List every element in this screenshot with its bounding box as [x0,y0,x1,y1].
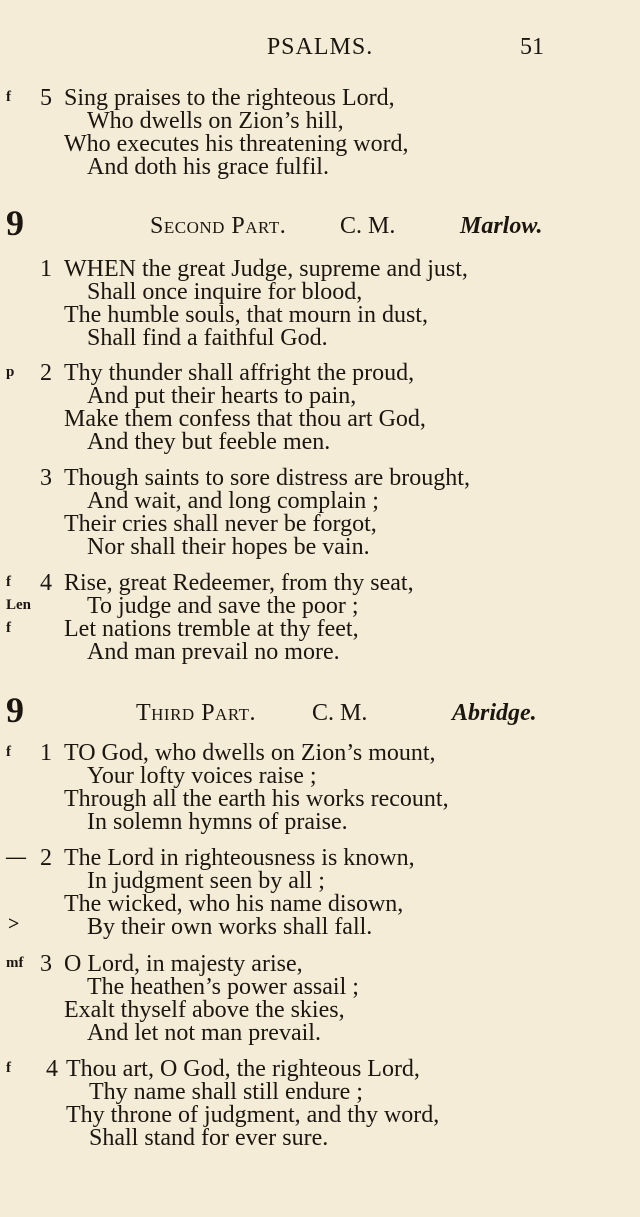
verse-number: 5 [40,85,52,111]
part-title: Second Part. [150,213,287,239]
verse-line: Sing praises to the righteous Lord, [64,85,395,111]
verse-line: Thy throne of judgment, and thy word, [66,1102,440,1128]
verse-line: Thy name shall still endure ; [89,1079,363,1105]
dynamic-mark: > [8,913,20,935]
verse-line: Nor shall their hopes be vain. [87,534,370,560]
dynamic-mark: p [6,364,15,380]
verse-line: And put their hearts to pain, [87,383,357,409]
verse-line: In judgment seen by all ; [87,868,325,894]
page-number: 51 [520,34,544,60]
psalm-number: 9 [6,690,24,730]
verse-number: 4 [46,1056,58,1082]
verse-line: And man prevail no more. [87,639,340,665]
dynamic-mark: Len [6,597,32,613]
tune-name: Abridge. [452,700,537,726]
verse-line: Let nations tremble at thy feet, [64,616,359,642]
tune-name: Marlow. [460,213,543,239]
dynamic-mark: f [6,1060,11,1076]
verse-line: And let not man prevail. [87,1020,321,1046]
verse-line: Shall stand for ever sure. [89,1125,329,1151]
verse-number: 1 [40,256,52,282]
verse-line: Their cries shall never be forgot, [64,511,377,537]
verse-line: O Lord, in majesty arise, [64,951,303,977]
verse-line: And doth his grace fulfil. [87,154,329,180]
dynamic-mark: — [6,846,26,868]
verse-line: Rise, great Redeemer, from thy seat, [64,570,414,596]
verse-number: 2 [40,845,52,871]
dynamic-mark: f [6,744,11,760]
verse-line: The wicked, who his name disown, [64,891,404,917]
verse-line: Who dwells on Zion’s hill, [87,108,344,134]
verse-number: 2 [40,360,52,386]
psalm-number: 9 [6,203,24,243]
verse-line: To judge and save the poor ; [87,593,359,619]
verse-line: The Lord in righteousness is known, [64,845,415,871]
verse-number: 4 [40,570,52,596]
verse-line: Make them confess that thou art God, [64,406,426,432]
verse-line: Thou art, O God, the righteous Lord, [66,1056,420,1082]
verse-line: Exalt thyself above the skies, [64,997,345,1023]
verse-line: Shall once inquire for blood, [87,279,363,305]
meter: C. M. [312,700,368,726]
verse-line: Your lofty voices raise ; [87,763,317,789]
meter: C. M. [340,213,396,239]
verse-line: By their own works shall fall. [87,914,373,940]
part-title: Third Part. [136,700,257,726]
verse-line: Though saints to sore distress are brought, [64,465,470,491]
verse-number: 3 [40,951,52,977]
verse-number: 1 [40,740,52,766]
verse-line: And they but feeble men. [87,429,331,455]
verse-line: Thy thunder shall affright the proud, [64,360,415,386]
verse-line: TO God, who dwells on Zion’s mount, [64,740,436,766]
verse-line: WHEN the great Judge, supreme and just, [64,256,468,282]
verse-line: The heathen’s power assail ; [87,974,359,1000]
verse-line: Who executes his threatening word, [64,131,409,157]
verse-line: Through all the earth his works recount, [64,786,449,812]
dynamic-mark: mf [6,955,24,971]
verse-line: And wait, and long complain ; [87,488,379,514]
running-title: PSALMS. [266,34,374,60]
verse-line: Shall find a faithful God. [87,325,328,351]
verse-number: 3 [40,465,52,491]
dynamic-mark: f [6,89,11,105]
dynamic-mark: f [6,620,11,636]
verse-line: In solemn hymns of praise. [87,809,348,835]
dynamic-mark: f [6,574,11,590]
verse-line: The humble souls, that mourn in dust, [64,302,428,328]
